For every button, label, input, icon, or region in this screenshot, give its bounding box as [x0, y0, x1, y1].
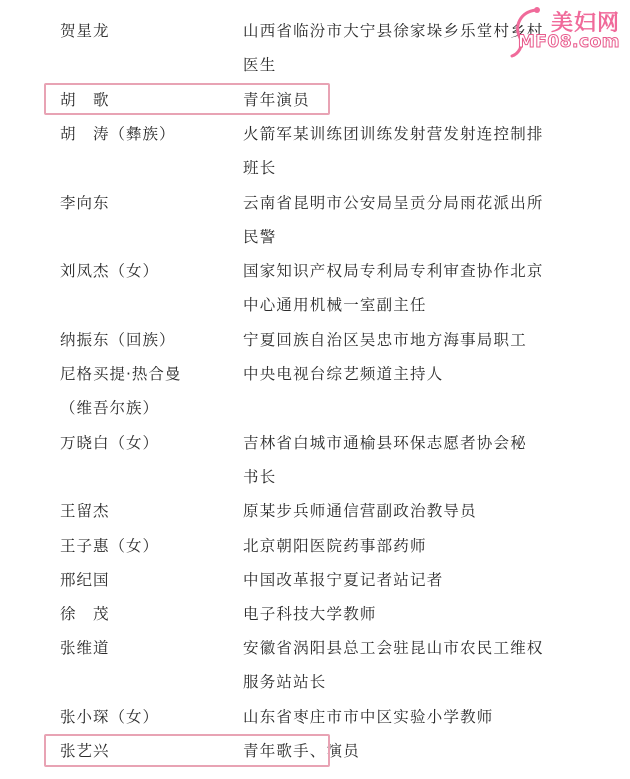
- person-name: 贺星龙: [60, 22, 110, 40]
- person-name: （维吾尔族）: [60, 399, 160, 418]
- person-name: 胡 歌: [60, 90, 110, 109]
- description-line: 国家知识产权局专利局专利审查协作北京: [243, 262, 544, 281]
- person-name: 王子惠（女）: [60, 536, 160, 555]
- person-name: 刘凤杰（女）: [60, 262, 160, 281]
- description-line: 云南省昆明市公安局呈贡分局雨花派出所: [243, 193, 544, 212]
- person-name: 徐 茂: [60, 605, 110, 624]
- person-name: 张维道: [60, 639, 110, 658]
- person-description: [243, 323, 583, 357]
- person-name: 胡 涛（彝族）: [60, 124, 176, 143]
- list-item: [0, 254, 630, 323]
- highlight-box: [44, 734, 330, 766]
- person-description: [243, 254, 583, 322]
- description-line: 医生: [243, 56, 277, 74]
- person-description: [243, 563, 583, 597]
- person-description: [243, 357, 583, 391]
- list-item: [0, 83, 630, 117]
- list-item: [0, 426, 630, 495]
- description-line: 服务站站长: [243, 673, 327, 692]
- highlight-box: [44, 83, 330, 115]
- description-line: 宁夏回族自治区吴忠市地方海事局职工: [243, 330, 527, 349]
- person-description: [243, 426, 583, 494]
- description-line: 班长: [243, 158, 277, 177]
- description-line: 吉林省白城市通榆县环保志愿者协会秘: [243, 433, 527, 452]
- description-line: 青年歌手、演员: [243, 742, 360, 761]
- list-item: [0, 700, 630, 734]
- person-name: 张小琛（女）: [60, 708, 160, 726]
- list-item: [0, 357, 630, 391]
- description-line: 电子科技大学教师: [243, 605, 377, 624]
- person-name: 李向东: [60, 193, 110, 212]
- description-line: 中心通用机械一室副主任: [243, 296, 427, 315]
- list-item: [0, 529, 630, 563]
- person-description: [243, 631, 583, 699]
- person-name: 王留杰: [60, 502, 110, 521]
- list-item: [0, 563, 630, 597]
- description-line: 书长: [243, 467, 277, 486]
- description-line: 火箭军某训练团训练发射营发射连控制排: [243, 124, 544, 143]
- watermark-title: 美妇网: [550, 11, 620, 36]
- list-item: [0, 734, 630, 768]
- site-watermark: [506, 4, 624, 60]
- list-item: [0, 323, 630, 357]
- list-item: [0, 631, 630, 700]
- list-item: [0, 391, 630, 425]
- list-item: [0, 597, 630, 631]
- description-line: 青年演员: [243, 90, 310, 109]
- watermark-url: MF08.com: [517, 32, 620, 52]
- person-description: [243, 117, 583, 185]
- list-item: [0, 186, 630, 255]
- description-line: 中国改革报宁夏记者站记者: [243, 570, 444, 589]
- description-line: 北京朝阳医院药事部药师: [243, 536, 427, 555]
- list-item: [0, 494, 630, 528]
- person-name: 张艺兴: [60, 742, 110, 761]
- description-line: 中央电视台综艺频道主持人: [243, 365, 444, 383]
- description-line: 山西省临汾市大宁县徐家垛乡乐堂村乡村: [243, 22, 544, 40]
- person-name: 万晓白（女）: [60, 433, 160, 452]
- description-line: 原某步兵师通信营副政治教导员: [243, 502, 477, 521]
- person-description: [243, 186, 583, 254]
- list-item: [0, 117, 630, 186]
- person-description: [243, 700, 583, 734]
- person-name: 邢纪国: [60, 570, 110, 589]
- description-line: 安徽省涡阳县总工会驻昆山市农民工维权: [243, 639, 544, 658]
- person-name: 纳振东（回族）: [60, 330, 176, 349]
- person-description: [243, 494, 583, 528]
- description-line: 山东省枣庄市市中区实验小学教师: [243, 708, 494, 726]
- person-name: 尼格买提·热合曼: [60, 365, 182, 383]
- person-description: [243, 597, 583, 631]
- person-description: [243, 529, 583, 563]
- description-line: 民警: [243, 227, 277, 246]
